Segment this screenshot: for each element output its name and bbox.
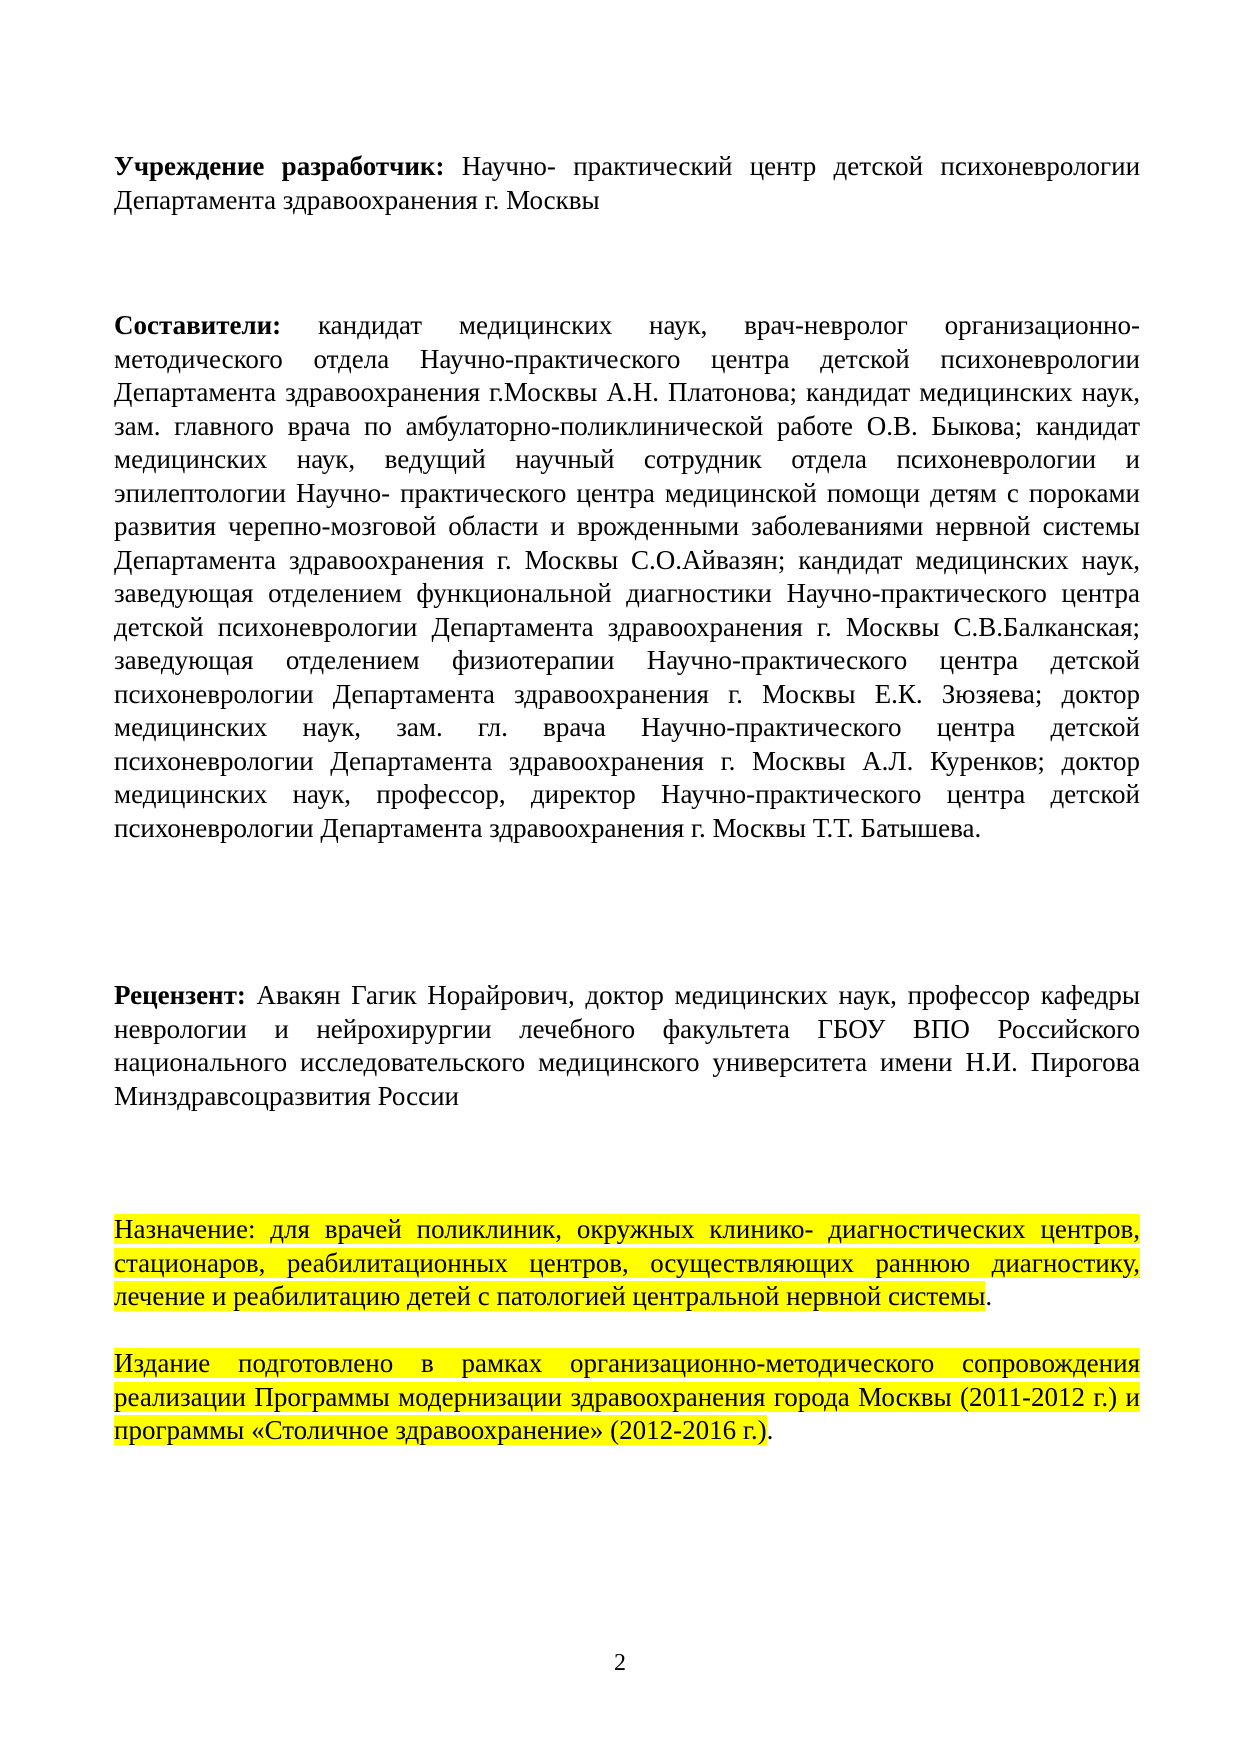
purpose-text: Назначение: для врачей поликлиник, окружных клинико- диагностических центров, стационаров, реабилитационных центров, осуществляющих раннюю диагностику, лечение и реабилитацию детей с патологией центральной нервной системы — [114, 1214, 1140, 1311]
edition-paragraph — [114, 1347, 1140, 1448]
page-number: 2 — [614, 1650, 626, 1676]
reviewer-label: Рецензент: — [114, 980, 246, 1010]
purpose-paragraph — [114, 1213, 1140, 1314]
edition-end: . — [766, 1415, 774, 1445]
developer-text: Научно- практический центр детской психоневрологии Департамента здравоохранения г. Москвы — [114, 151, 1141, 215]
authors-label: Составители: — [114, 310, 282, 340]
edition-text: Издание подготовлено в рамках организационно-методического сопровождения реализации Программы модернизации здравоохранения города Москвы (2011-2012 г.) и программы «Столичное здравоохранение» (2012-2016 г.) — [114, 1348, 1140, 1445]
reviewer-paragraph — [114, 979, 1140, 1113]
purpose-end: . — [985, 1281, 993, 1311]
authors-paragraph — [114, 309, 1140, 845]
authors-text: кандидат медицинских наук, врач-невролог организационно-методического отдела Научно-практического центра детской психоневрологии Департамента здравоохранения г.Москвы А.Н. Платонова; кандидат медицинских наук, зам. главного врача по амбулаторно-поликлинической работе О.В. Быкова; кандидат медицинских наук, ведущий научный сотрудник отдела психоневрологии и эпилептологии Научно- практического центра медицинской помощи детям с пороками развития черепно-мозговой области и врожденными заболеваниями нервной системы Департамента здравоохранения г. Москвы С.О.Айвазян; кандидат медицинских наук, заведующая отделением функциональной диагностики Научно-практического центра детской психоневрологии Департамента здравоохранения г. Москвы С.В.Балканская; заведующая отделением физиотерапии Научно-практического центра детской психоневрологии Департамента здравоохранения г. Москвы Е.К. Зюзяева; доктор медицинских наук, зам. гл. врача Научно-практического центра детской психоневрологии Департамента здравоохранения г. Москвы А.Л. Куренков; доктор медицинских наук, профессор, директор Научно-практического центра детской психоневрологии Департамента здравоохранения г. Москвы Т.Т. Батышева. — [114, 310, 1140, 843]
developer-label: Учреждение разработчик: — [114, 151, 445, 181]
developer-paragraph — [114, 150, 1140, 217]
reviewer-text: Авакян Гагик Норайрович, доктор медицинских наук, профессор кафедры неврологии и нейрохирургии лечебного факультета ГБОУ ВПО Российского национального исследовательского медицинского университета имени Н.И. Пирогова Минздравсоцразвития России — [114, 980, 1140, 1111]
